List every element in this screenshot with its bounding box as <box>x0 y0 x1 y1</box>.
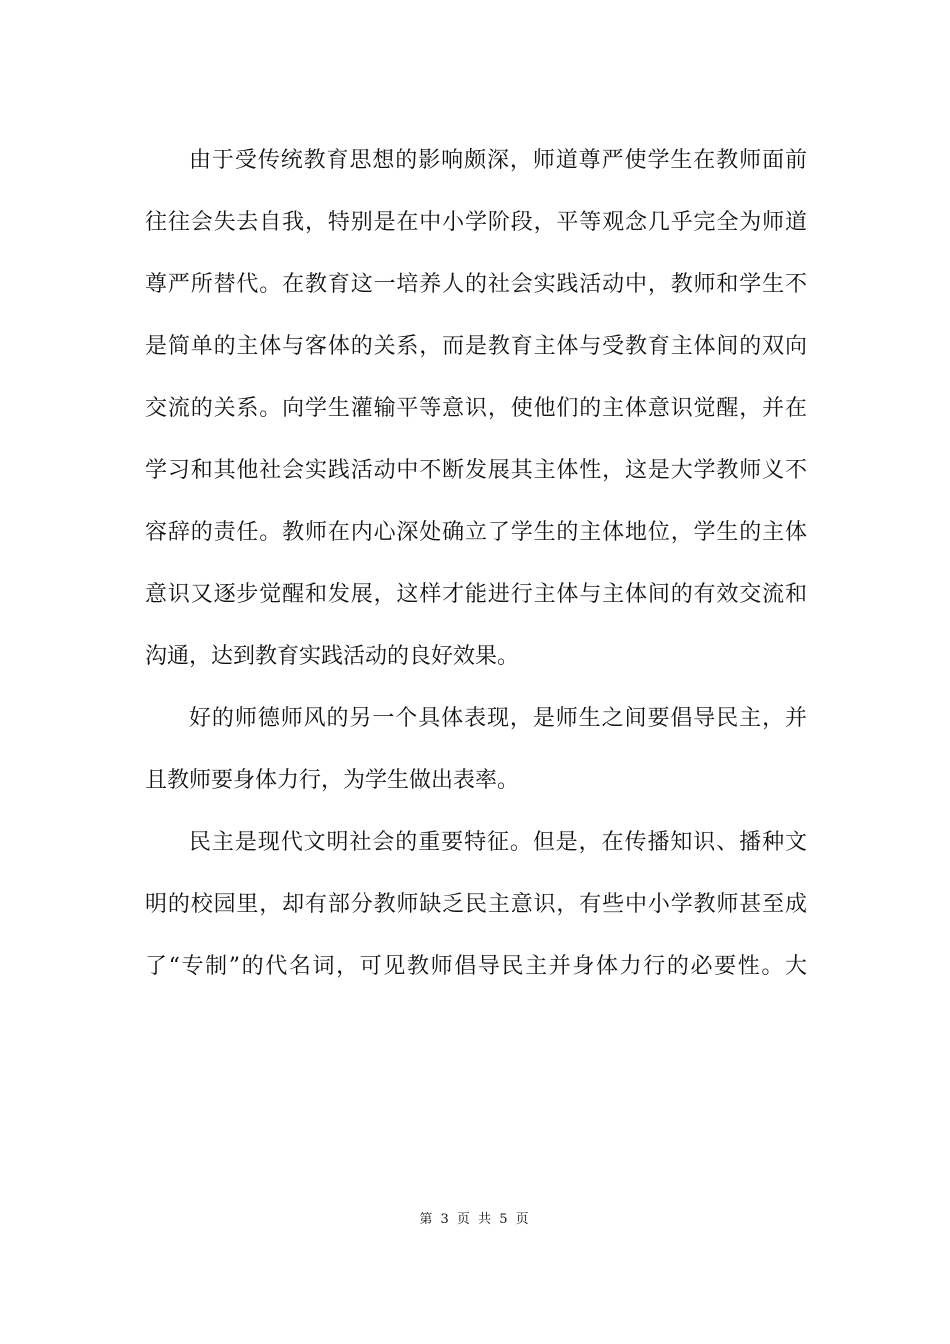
paragraph-1-line-6: 学习和其他社会实践活动中不断发展其主体性，这是大学教师义不 <box>145 458 807 483</box>
paragraph-3-line-1: 民主是现代文明社会的重要特征。但是，在传播知识、播种文 <box>189 830 807 855</box>
paragraph-3-line-2: 明的校园里，却有部分教师缺乏民主意识，有些中小学教师甚至成 <box>145 892 807 917</box>
paragraph-1-line-8: 意识又逐步觉醒和发展，这样才能进行主体与主体间的有效交流和 <box>145 582 807 607</box>
paragraph-1-line-5: 交流的关系。向学生灌输平等意识，使他们的主体意识觉醒，并在 <box>145 396 807 421</box>
page-number-footer: 第 3 页 共 5 页 <box>419 1212 531 1227</box>
body-text <box>145 130 807 998</box>
paragraph-1-line-1: 由于受传统教育思想的影响颇深，师道尊严使学生在教师面前 <box>189 148 807 173</box>
paragraph-1-line-4: 是简单的主体与客体的关系，而是教育主体与受教育主体间的双向 <box>145 334 807 359</box>
paragraph-1-line-2: 往往会失去自我，特别是在中小学阶段，平等观念几乎完全为师道 <box>145 210 807 235</box>
paragraph-3-line-3: 了“专制”的代名词，可见教师倡导民主并身体力行的必要性。大 <box>145 954 807 979</box>
paragraph-1-line-9: 沟通，达到教育实践活动的良好效果。 <box>145 644 520 669</box>
paragraph-1-line-7: 容辞的责任。教师在内心深处确立了学生的主体地位，学生的主体 <box>145 520 807 545</box>
paragraph-2-line-1: 好的师德师风的另一个具体表现，是师生之间要倡导民主，并 <box>189 706 807 731</box>
paragraph-1-line-3: 尊严所替代。在教育这一培养人的社会实践活动中，教师和学生不 <box>145 272 807 297</box>
paragraph-2-line-2: 且教师要身体力行，为学生做出表率。 <box>145 768 520 793</box>
